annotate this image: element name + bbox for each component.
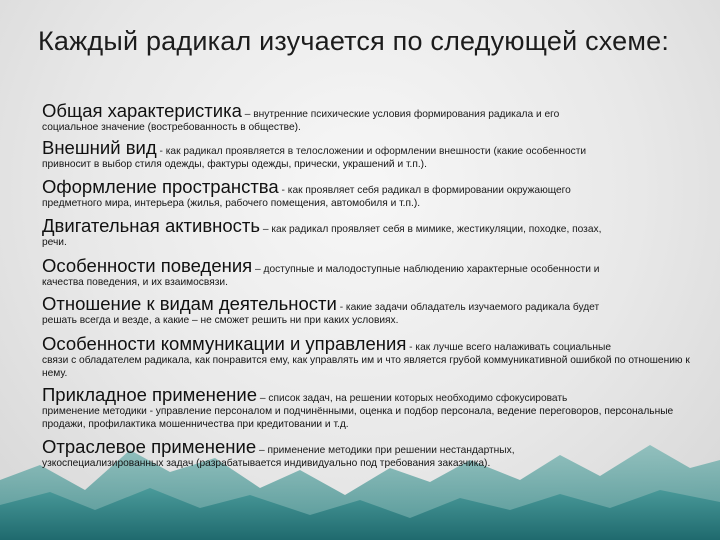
slide-title: Каждый радикал изучается по следующей схеме: [38, 26, 670, 56]
item-separator: - [278, 185, 288, 196]
item-communication [42, 333, 694, 380]
item-separator: - [156, 146, 166, 157]
item-continuation: речи. [42, 237, 67, 248]
item-heading: Оформление пространства [42, 176, 279, 197]
item-heading: Двигательная активность [42, 215, 261, 236]
item-continuation: социальное значение (востребованность в обществе). [42, 122, 301, 133]
item-separator: – [252, 264, 264, 275]
item-description: как радикал проявляется в телосложении и оформлении внешности (какие особенности [165, 146, 587, 157]
item-continuation: качества поведения, и их взаимосвязи. [42, 277, 228, 288]
item-applied [42, 384, 694, 431]
item-description: внутренние психические условия формирования радикала и его [253, 109, 560, 120]
item-behavior [42, 255, 694, 290]
item-heading: Особенности поведения [42, 255, 253, 276]
item-space [42, 176, 694, 211]
item-heading: Прикладное применение [42, 384, 258, 405]
item-separator: – [241, 109, 254, 120]
item-motor-activity [42, 215, 694, 250]
item-separator: – [260, 224, 272, 235]
item-industry [42, 436, 694, 471]
item-heading: Общая характеристика [42, 100, 242, 121]
item-appearance [42, 137, 694, 172]
item-heading: Внешний вид [42, 137, 157, 158]
item-continuation: привносит в выбор стиля одежды, фактуры одежды, прически, украшений и т.п.). [42, 159, 427, 170]
item-description: список задач, на решении которых необходимо сфокусировать [268, 393, 568, 404]
item-continuation: решать всегда и везде, а какие – не сможет решить ни при каких условиях. [42, 315, 399, 326]
item-description: какие задачи обладатель изучаемого радикала будет [345, 302, 600, 313]
item-description: как лучше всего налаживать социальные [415, 342, 611, 353]
item-separator: - [336, 302, 346, 313]
item-separator: – [256, 445, 268, 456]
item-heading: Отраслевое применение [42, 436, 257, 457]
item-continuation: применение методики - управление персоналом и подчинёнными, оценка и подбор персонала, ведение переговоров, персональные продажи, профилактика мошенничества при кредитовании и т.д. [42, 406, 674, 430]
item-description: как проявляет себя радикал в формировании окружающего [287, 185, 571, 196]
item-heading: Отношение к видам деятельности [42, 293, 337, 314]
item-activities [42, 293, 694, 328]
item-separator: – [257, 393, 269, 404]
item-description: как радикал проявляет себя в мимике, жестикуляции, походке, позах, [271, 224, 602, 235]
item-continuation: узкоспециализированных задач (разрабатывается индивидуально под требования заказчика). [42, 458, 491, 469]
item-heading: Особенности коммуникации и управления [42, 333, 407, 354]
item-description: доступные и малодоступные наблюдению характерные особенности и [263, 264, 600, 275]
item-description: применение методики при решении нестандартных, [267, 445, 515, 456]
item-general [42, 100, 694, 135]
item-separator: - [406, 342, 416, 353]
item-continuation: связи с обладателем радикала, как понравится ему, как управлять им и что является грубой коммуникативной ошибкой по отношению к нему. [42, 355, 690, 379]
item-continuation: предметного мира, интерьера (жилья, рабочего помещения, автомобиля и т.п.). [42, 198, 421, 209]
